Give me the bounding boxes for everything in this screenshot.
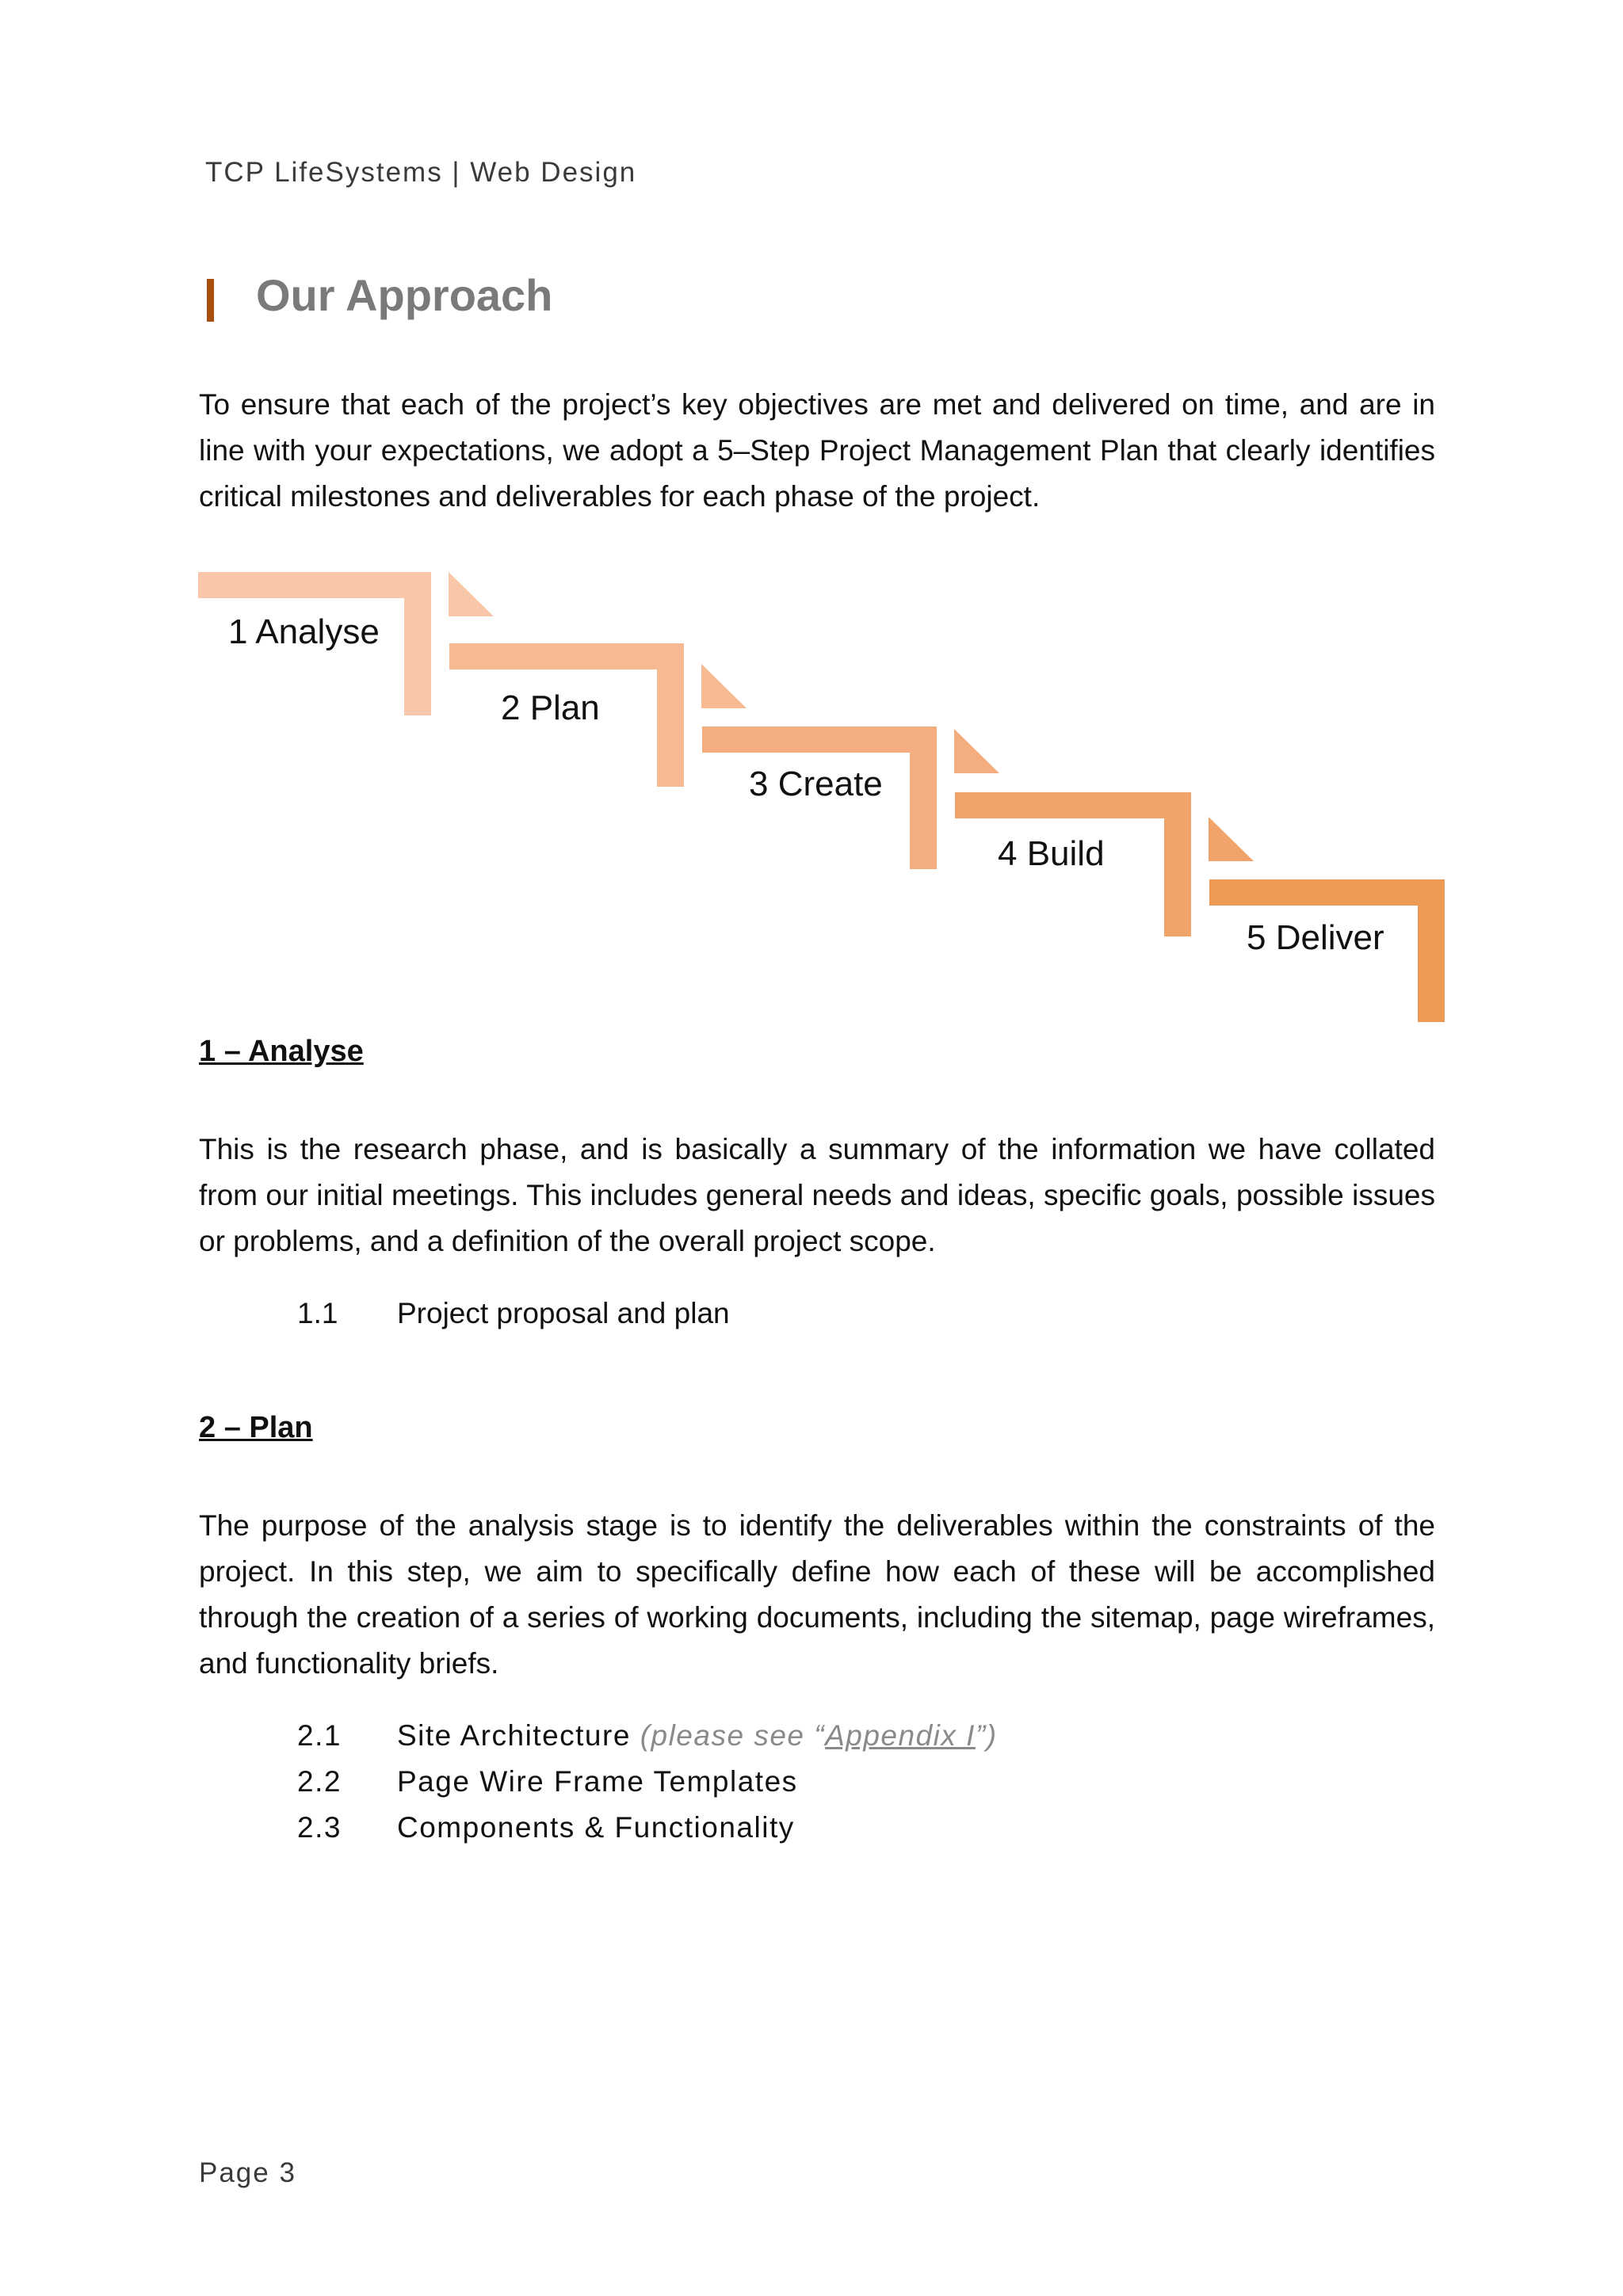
appendix-note-close: ”) xyxy=(975,1719,998,1752)
plan-paragraph: The purpose of the analysis stage is to identify the deliverables within the constraints of the project. In this step, we aim to specifically define how each of these will be accomplished through the creation of a series of working documents, including the sitemap, page wireframes, and functionality briefs. xyxy=(199,1509,1435,1680)
plan-list xyxy=(297,1713,998,1851)
analyse-heading: 1 – Analyse xyxy=(199,1035,364,1068)
step-2-arrow xyxy=(701,664,747,708)
list-item-number: 1.1 xyxy=(297,1297,338,1329)
step-4-arrow xyxy=(1209,817,1254,861)
list-item xyxy=(297,1291,730,1337)
page-title: Our Approach xyxy=(256,270,553,320)
appendix-note xyxy=(640,1719,998,1752)
analyse-paragraph: This is the research phase, and is basically a summary of the information we have collated from our initial meetings. This includes general needs and ideas, specific goals, possible issues or problems, and a definition of the overall project scope. xyxy=(199,1133,1435,1257)
appendix-note-open: (please see “ xyxy=(640,1719,826,1752)
list-item-text: Site Architecture xyxy=(397,1719,631,1752)
list-item-number: 2.2 xyxy=(297,1765,342,1798)
intro-paragraph: To ensure that each of the project’s key objectives are met and delivered on time, and are in line with your expectations, we adopt a 5–Step Project Management Plan that clearly identifies critical milestones and deliverables for each phase of the project. xyxy=(199,388,1435,513)
step-3-arrow xyxy=(954,729,999,773)
list-item-text: Page Wire Frame Templates xyxy=(397,1765,798,1798)
appendix-link[interactable]: Appendix I xyxy=(825,1719,976,1752)
list-item-text: Project proposal and plan xyxy=(397,1297,730,1329)
list-item xyxy=(297,1805,998,1851)
running-header: TCP LifeSystems | Web Design xyxy=(205,157,637,188)
page-number: Page 3 xyxy=(199,2157,296,2188)
list-item-number: 2.3 xyxy=(297,1811,342,1844)
list-item-text: Components & Functionality xyxy=(397,1811,795,1844)
plan-heading: 2 – Plan xyxy=(199,1411,313,1444)
step-1-arrow xyxy=(449,572,494,616)
step-1-label: 1 Analyse xyxy=(228,612,380,651)
analyse-list xyxy=(297,1291,730,1337)
step-2-label: 2 Plan xyxy=(501,688,600,727)
step-5-label: 5 Deliver xyxy=(1247,918,1384,957)
list-item xyxy=(297,1759,998,1805)
step-4-label: 4 Build xyxy=(998,834,1105,873)
step-3-label: 3 Create xyxy=(749,765,883,803)
list-item xyxy=(297,1713,998,1759)
list-item-number: 2.1 xyxy=(297,1719,342,1752)
steps-diagram xyxy=(0,0,1623,1046)
